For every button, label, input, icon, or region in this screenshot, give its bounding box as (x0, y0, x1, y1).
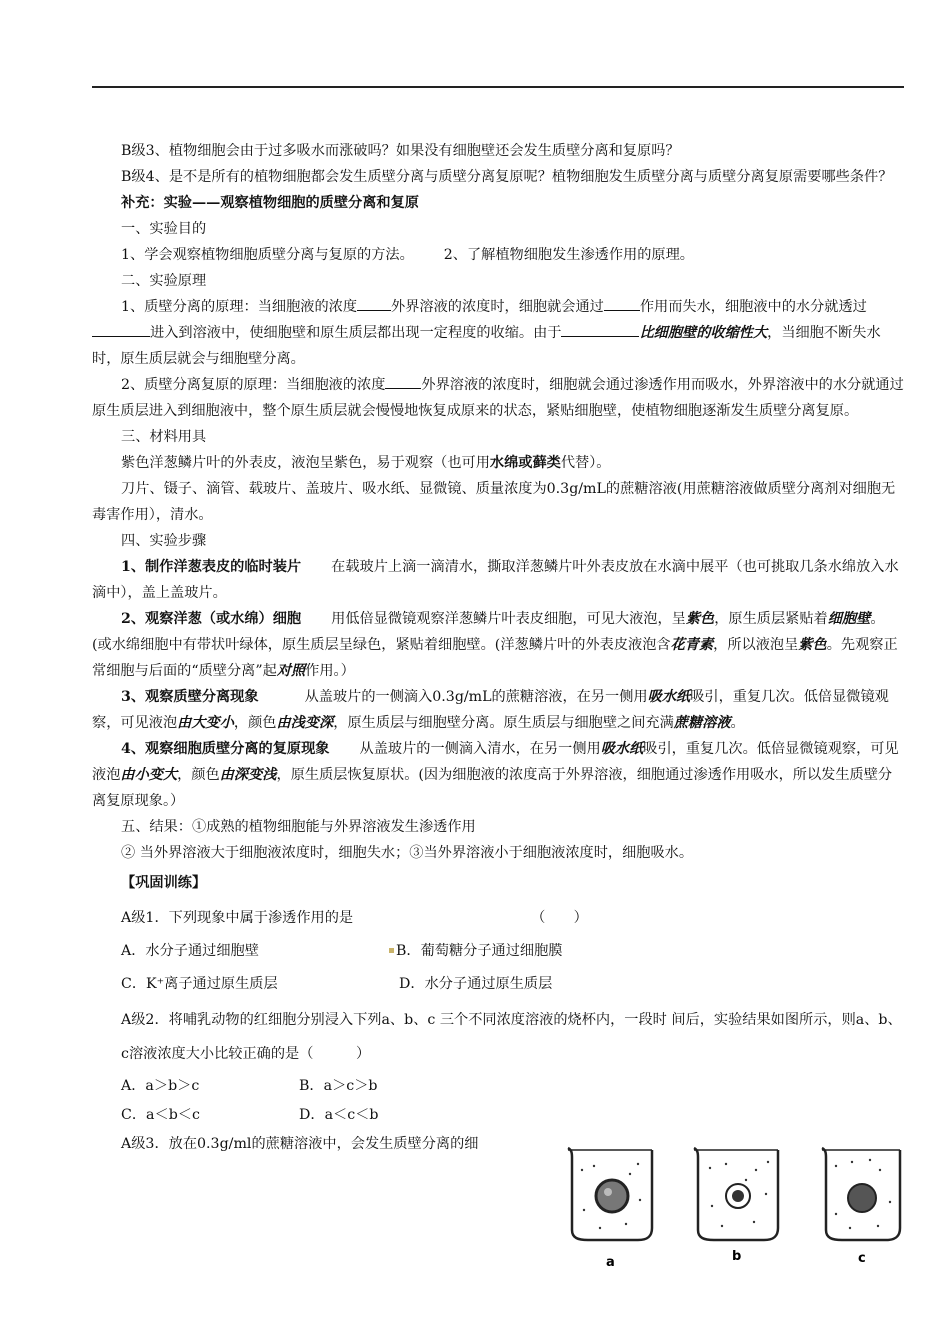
results-2: ② 当外界溶液大于细胞液浓度时，细胞失水；③当外界溶液小于细胞液浓度时，细胞吸水。 (121, 845, 694, 861)
aim-items (92, 242, 904, 268)
question-a2-options-cd (92, 1101, 904, 1129)
emphasis: 蔗糖溶液 (673, 715, 731, 731)
option-b: B．a＞c＞b (299, 1078, 378, 1094)
text: 1、质壁分离的原理：当细胞液的浓度 (121, 299, 358, 315)
step-heading: 4、观察细胞质壁分离的复原现象 (121, 741, 330, 757)
principle-2 (92, 372, 904, 424)
emphasis: 吸水纸 (647, 689, 691, 705)
step-heading: 1、制作洋葱表皮的临时装片 (121, 559, 302, 575)
option-c: C．K⁺离子通过原生质层 (121, 976, 278, 992)
emphasis: 由深变浅 (219, 767, 277, 783)
question-a2: A级2．将哺乳动物的红细胞分别浸入下列a、b、c 三个不同浓度溶液的烧杯内，一段时 间后，实验结果如图所示，则a、b、c溶液浓度大小比较正确的是（ ） (121, 1012, 902, 1062)
text: 。(或水绵细胞中有带状叶绿体，原生质层呈绿色，紧贴着细胞壁。(洋葱鳞片叶的外表皮液泡含 (92, 611, 885, 653)
option-a: A．水分子通过细胞壁 (121, 943, 259, 959)
materials-1 (92, 450, 904, 476)
training-title: 【巩固训练】 (121, 875, 207, 891)
question-a2-options-ab (92, 1071, 904, 1101)
beaker-figure (560, 1140, 904, 1270)
fill-blank (604, 296, 640, 311)
section-aim: 一、实验目的 (121, 221, 207, 237)
beaker-label-b: b (732, 1249, 742, 1264)
emphasis: 比细胞壁的收缩性大 (639, 325, 768, 341)
fill-blank (357, 296, 391, 311)
question-b3: B级3、植物细胞会由于过多吸水而涨破吗？如果没有细胞壁还会发生质壁分离和复原吗？ (121, 143, 680, 159)
text: 从盖玻片的一侧滴入0.3g/mL的蔗糖溶液，在另一侧用 (304, 689, 648, 705)
fill-blank (561, 322, 639, 337)
text: 作用。） (305, 663, 355, 679)
text: 2、质壁分离复原的原理：当细胞液的浓度 (121, 377, 386, 393)
answer-paren: （ ） (531, 910, 588, 926)
text: ，原生质层与细胞壁分离。原生质层与细胞壁之间充满 (333, 715, 674, 731)
text: 外界溶液的浓度时，细胞就会通过渗透作用而吸水，外界溶液中的水分就通过原生质层进入到细胞液中，整个原生质层就会慢慢地恢复成原来的状态，紧贴细胞壁，使植物细胞逐渐发生质壁分离复原。 (92, 377, 904, 419)
step-2 (92, 606, 904, 684)
emphasis: 紫色 (685, 611, 715, 627)
step-heading: 3、观察质壁分离现象 (121, 689, 259, 705)
option-b: B．葡萄糖分子通过细胞膜 (396, 943, 563, 959)
aim-1: 1、学会观察植物细胞质壁分离与复原的方法。 (121, 247, 414, 263)
text: ，当细胞不断失水时，原生质层就会与细胞壁分离。 (92, 325, 881, 367)
text: ，颜色 (177, 767, 220, 783)
question-a3: A级3．放在0.3g/ml的蔗糖溶液中，会发生质壁分离的细 (121, 1136, 479, 1152)
emphasis: 花青素 (670, 637, 714, 653)
text: 代替）。 (560, 455, 611, 471)
materials-2: 刀片、镊子、滴管、载玻片、盖玻片、吸水纸、显微镜、质量浓度为0.3g/mL的蔗糖溶液(用蔗糖溶液做质壁分离剂对细胞无毒害作用），清水。 (92, 481, 896, 523)
option-d: D．水分子通过原生质层 (399, 976, 553, 992)
text: ，原生质层恢复原状。(因为细胞液的浓度高于外界溶液，细胞通过渗透作用吸水，所以发生质壁分离复原现象。） (92, 767, 893, 809)
beaker-a (568, 1148, 652, 1240)
text: 从盖玻片的一侧滴入清水，在另一侧用 (359, 741, 601, 757)
emphasis: 吸水纸 (600, 741, 644, 757)
section-steps: 四、实验步骤 (121, 533, 207, 549)
beaker-label-a: a (606, 1255, 615, 1270)
principle-1 (92, 294, 904, 372)
text: 在载玻片上滴一滴清水，撕取洋葱鳞片叶外表皮放在水滴中展平（也可挑取几条水绵放入水滴中），盖上盖玻片。 (92, 559, 899, 601)
stray-mark (389, 948, 394, 953)
question-a1-options-ab (92, 935, 904, 968)
text: 外界溶液的浓度时，细胞就会通过 (391, 299, 604, 315)
supplement-title: 补充：实验——观察植物细胞的质壁分离和复原 (121, 195, 419, 211)
step-1 (92, 554, 904, 606)
emphasis: 由小变大 (120, 767, 178, 783)
step-4 (92, 736, 904, 814)
text: 紫色洋葱鳞片叶的外表皮，液泡呈紫色，易于观察（也可用 (121, 455, 490, 471)
text: 。 (730, 715, 745, 731)
fill-blank (92, 322, 150, 337)
text: 吸引，重复几次。低倍显微镜观察，可见液泡 (92, 689, 889, 731)
section-results: 五、结果：①成熟的植物细胞能与外界溶液发生渗透作用 (121, 819, 476, 835)
text: 吸引，重复几次。低倍显微镜观察，可见液泡 (92, 741, 899, 783)
beaker-c (822, 1148, 900, 1240)
section-principle: 二、实验原理 (121, 273, 207, 289)
document-body (92, 138, 904, 1159)
option-d: D．a＜c＜b (299, 1107, 379, 1123)
text: 。先观察正常细胞与后面的“质壁分离”起 (92, 637, 898, 679)
text: ，原生质层紧贴着 (714, 611, 828, 627)
text: 用低倍显微镜观察洋葱鳞片叶表皮细胞，可见大液泡，呈 (331, 611, 686, 627)
beaker-label-c: c (858, 1251, 866, 1266)
option-a: A．a＞b＞c (121, 1078, 200, 1094)
emphasis: 细胞壁 (827, 611, 871, 627)
question-a1 (92, 902, 904, 935)
emphasis: 由浅变深 (276, 715, 334, 731)
question-a1-options-cd (92, 968, 904, 1001)
question-b4: B级4、是不是所有的植物细胞都会发生质壁分离与质壁分离复原呢？植物细胞发生质壁分离与质壁分离复原需要哪些条件？ (121, 169, 893, 185)
step-3 (92, 684, 904, 736)
emphasis: 紫色 (798, 637, 827, 653)
text: 进入到溶液中，使细胞壁和原生质层都出现一定程度的收缩。由于 (150, 325, 562, 341)
text: ，颜色 (233, 715, 277, 731)
emphasis: 对照 (276, 663, 306, 679)
text: ，所以液泡呈 (713, 637, 799, 653)
question-text: A级1．下列现象中属于渗透作用的是 (121, 910, 354, 926)
header-rule (92, 86, 904, 88)
fill-blank (385, 374, 421, 389)
aim-2: 2、了解植物细胞发生渗透作用的原理。 (443, 247, 694, 263)
emphasis: 水绵或藓类 (489, 455, 561, 471)
section-materials: 三、材料用具 (121, 429, 207, 445)
option-c: C．a＜b＜c (121, 1107, 200, 1123)
step-heading: 2、观察洋葱（或水绵）细胞 (121, 611, 302, 627)
text: 作用而失水，细胞液中的水分就透过 (639, 299, 867, 315)
emphasis: 由大变小 (177, 715, 234, 731)
